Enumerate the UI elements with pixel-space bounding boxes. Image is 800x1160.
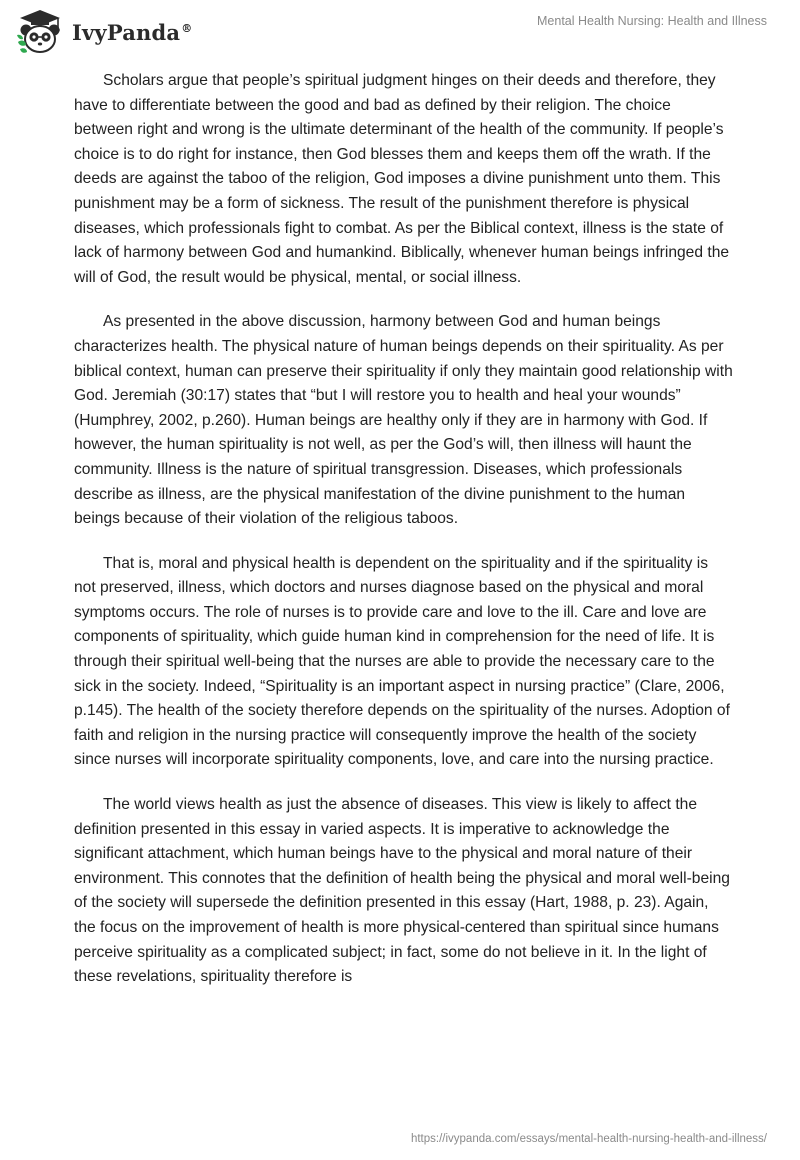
brand-logo[interactable] (14, 8, 192, 56)
source-url[interactable]: https://ivypanda.com/essays/mental-health-nursing-health-and-illness/ (410, 1133, 767, 1145)
page-header (0, 0, 800, 60)
paragraph-1: Scholars argue that people’s spiritual judgment hinges on their deeds and therefore, they have to differentiate between the good and bad as defined by their religion. The choice between right and wrong is the ultimate determinant of the health of the community. If people’s choice is to do right for instance, then God blesses them and keeps them off the wrath. If the deeds are against the taboo of the religion, God imposes a divine punishment unto them. This punishment may be a form of sickness. The result of the punishment therefore is physical diseases, which professionals fight to combat. As per the Biblical context, illness is the state of lack of harmony between God and humankind. Biblically, whenever human beings infringed the will of God, the result would be physical, mental, or social illness. (74, 72, 730, 286)
paragraph-3: That is, moral and physical health is dependent on the spirituality and if the spirituality is not preserved, illness, which doctors and nurses diagnose based on the physical and moral symptoms occurs. The role of nurses is to provide care and love to the ill. Care and love are components of spirituality, which guide human kind in comprehension for the need of life. It is through their spiritual well-being that the nurses are able to provide the necessary care to the sick in the society. Indeed, “Spirituality is an important aspect in nursing practice” (Clare, 2006, p.145). The health of the society therefore depends on the spirituality of the nurses. Adoption of faith and religion in the nursing practice will consequently improve the health of the society since nurses will incorporate spirituality components, love, and care into the nursing practice. (74, 554, 730, 769)
registered-mark: ® (181, 21, 193, 35)
panda-graduation-cap-icon (14, 8, 66, 56)
paragraph-2: As presented in the above discussion, harmony between God and human beings characterizes health. The physical nature of human beings depends on their spirituality. As per biblical context, human can preserve their spirituality if only they maintain good relationship with God. Jeremiah (30:17) states that “but I will restore you to health and heal your wounds” (Humphrey, 2002, p.260). Human beings are healthy only if they are in harmony with God. If however, the human spirituality is not well, as per the God’s will, then illness will haunt the community. Illness is the nature of spiritual transgression. Diseases, which professionals describe as illness, are the physical manifestation of the divine punishment to the human beings because of their violation of the religious taboos. (74, 313, 733, 528)
paragraph-4: The world views health as just the absence of diseases. This view is likely to affect the definition presented in this essay in varied aspects. It is imperative to acknowledge the significant attachment, which human beings have to the physical and moral nature of their environment. This connotes that the definition of health being the physical and moral well-being of the society will supersede the definition presented in this essay (Hart, 1988, p. 23). Again, the focus on the improvement of health is more physical-centered than spiritual since humans perceive spirituality as a complicated subject; in fact, some do not believe in it. In the light of these revelations, spirituality therefore is (74, 796, 730, 986)
document-title: Mental Health Nursing: Health and Illness (537, 14, 767, 28)
brand-name (72, 20, 192, 45)
brand-name-text: IvyPanda (72, 19, 181, 45)
essay-body (74, 69, 734, 1010)
